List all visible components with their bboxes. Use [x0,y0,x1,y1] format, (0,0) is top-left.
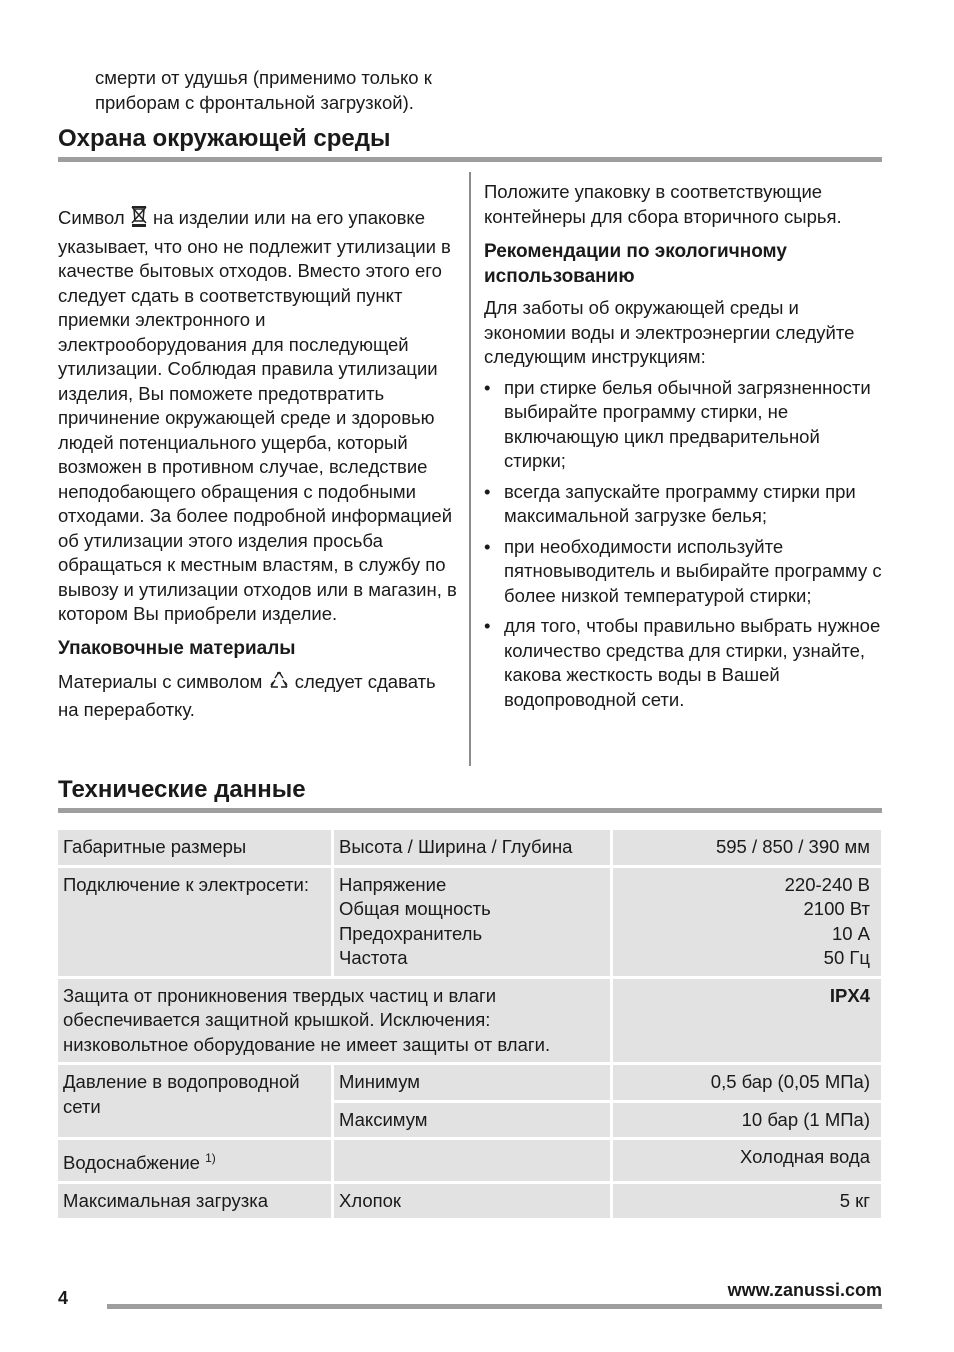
power-label: Общая мощность [339,898,491,919]
dimensions-param: Высота / Ширина / Глубина [334,830,613,868]
eco-title: Рекомендации по экологичному использованию [484,241,787,287]
table-row [58,1065,881,1103]
packaging-text-before: Материалы с символом [58,670,263,692]
electric-label: Подключение к электросети: [58,868,334,979]
voltage-value: 220-240 В [784,873,870,895]
dimensions-value: 595 / 850 / 390 мм [613,830,881,868]
right-intro: Положите упаковку в соответствующие контейнеры для сбора вторичного сырья. [484,181,842,227]
tech-table [58,830,881,1221]
tech-section-title: Технические данные [58,776,306,803]
list-item-text: для того, чтобы правильно выбрать нужное количество средства для стирки, узнайте, какова жесткость воды в Вашей водопроводной сети. [504,615,881,710]
column-divider [469,172,471,766]
env-left-column [58,180,458,723]
voltage-label: Напряжение [339,873,447,895]
pressure-label: Давление в водопроводной сети [58,1065,334,1140]
eco-intro: Для заботы об окружающей среды и экономии воды и электроэнергии следуйте следующим инструкциям: [484,297,855,367]
electric-values [613,868,881,979]
eco-list [484,376,884,713]
list-item [484,480,884,529]
env-section-rule [58,157,882,162]
page-number: 4 [58,1288,69,1308]
pressure-min-label: Минимум [334,1065,613,1103]
crossed-out-bin-icon [130,204,148,235]
protection-value: IPX4 [613,979,881,1066]
pressure-max-value: 10 бар (1 МПа) [613,1103,881,1141]
frequency-label: Частота [339,947,408,968]
frequency-value: 50 Гц [823,947,870,968]
protection-label: Защита от проникновения твердых частиц и влаги обеспечивается защитной крышкой. Исключения: низковольтное оборудование не имеет защиты от влаги. [58,979,613,1066]
list-item [484,535,884,609]
packaging-paragraph [58,670,458,723]
list-item [484,614,884,712]
max-load-param: Хлопок [334,1184,613,1222]
tech-section-rule [58,808,882,813]
pressure-max-label: Максимум [334,1103,613,1141]
table-row [58,868,881,979]
table-row [58,1184,881,1222]
disposal-text-before: Символ [58,207,125,228]
footnote-marker: 1) [205,1151,216,1165]
table-row [58,979,881,1066]
fuse-label: Предохранитель [339,922,483,944]
table-row [58,830,881,868]
fuse-value: 10 А [831,922,870,944]
water-supply-label [58,1140,334,1184]
bullet: • [484,535,491,557]
bullet: • [484,615,491,636]
power-value: 2100 Вт [803,898,870,919]
table-row [58,1140,881,1184]
electric-params [334,868,613,979]
footer-rule [107,1304,882,1309]
water-supply-param [334,1140,613,1184]
footer-url[interactable]: www.zanussi.com [727,1280,882,1300]
disposal-paragraph [58,204,458,627]
water-supply-value: Холодная вода [613,1140,881,1184]
list-item-text: при необходимости используйте пятновыводитель и выбирайте программу с более низкой температурой стирки; [504,535,882,606]
bullet: • [484,480,491,502]
max-load-value: 5 кг [613,1184,881,1222]
bullet: • [484,376,491,398]
env-section-title: Охрана окружающей среды [58,125,391,152]
packaging-text-after: следует сдавать на переработку. [58,670,436,720]
list-item [484,376,884,474]
water-supply-text: Водоснабжение [63,1152,200,1174]
packaging-title: Упаковочные материалы [58,637,296,659]
pressure-min-value: 0,5 бар (0,05 МПа) [613,1065,881,1103]
disposal-text-after: на изделии или на его упаковке указывает, что оно не подлежит утилизации в качестве бытовых отходов. Вместо этого его следует сдать в соответствующий пункт приемки электронного и электрооборудования для последующей утилизации. Соблюдая правила утилизации изделия, Вы поможете предотвратить причинение окружающей среде и здоровью людей потенциального ущерба, который возможен в противном случае, вследствие неподобающего обращения с подобными отходами. За более подробной информацией об утилизации этого изделия просьба обращаться к местным властям, в службу по вывозу и утилизации отходов или в магазин, в котором Вы приобрели изделие. [58,207,457,624]
list-item-text: всегда запускайте программу стирки при максимальной загрузке белья; [504,480,856,526]
max-load-label: Максимальная загрузка [58,1184,334,1222]
intro-paragraph: смерти от удушья (применимо только к приборам с фронтальной загрузкой). [95,67,432,113]
list-item-text: при стирке белья обычной загрязненности выбирайте программу стирки, не включающую цикл предварительной стирки; [504,376,871,471]
dimensions-label: Габаритные размеры [58,830,334,868]
env-right-column [484,180,884,718]
recycle-icon [268,670,290,699]
